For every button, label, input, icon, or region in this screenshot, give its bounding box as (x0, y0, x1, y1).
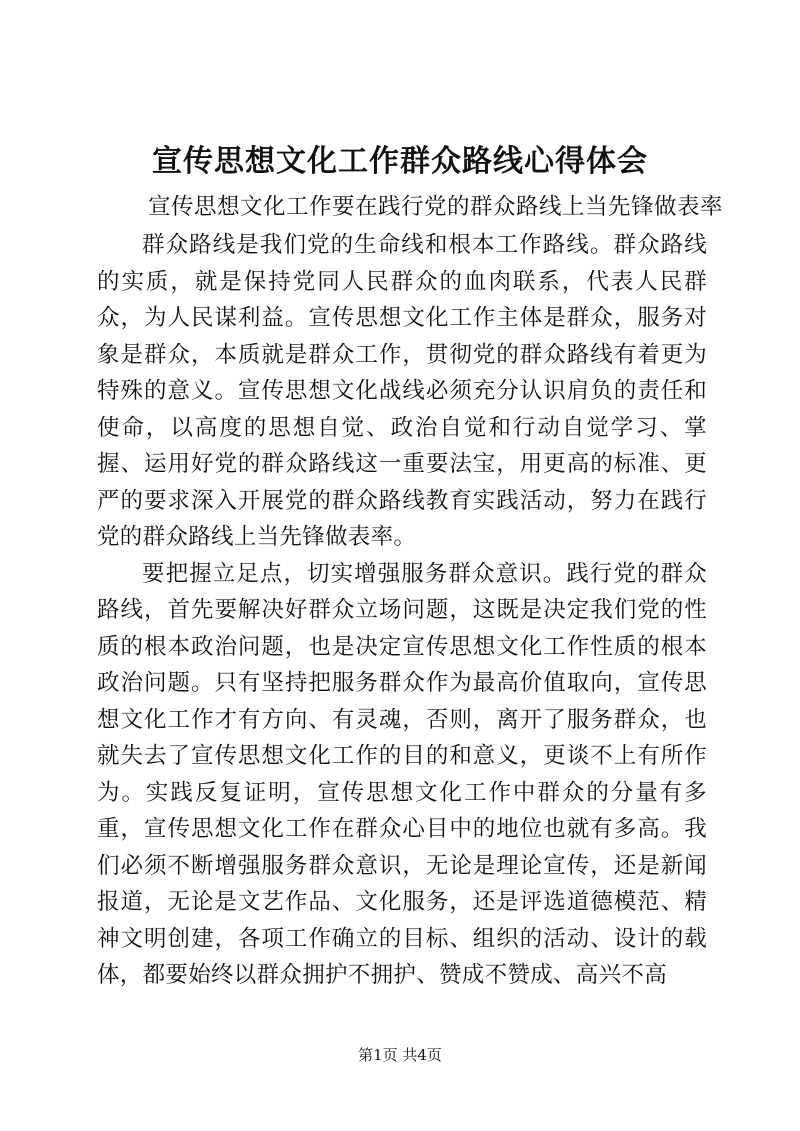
document-title: 宣传思想文化工作群众路线心得体会 (152, 144, 648, 179)
paragraph: 要把握立足点，切实增强服务群众意识。践行党的群众路线，首先要解决好群众立场问题，这既是决定我们党的性质的根本政治问题，也是决定宣传思想文化工作性质的根本政治问题。只有坚持把服务群众作为最高价值取向，宣传思想文化工作才有方向、有灵魂，否则，离开了服务群众，也就失去了宣传思想文化工作的目的和意义，更谈不上有所作为。实践反复证明，宣传思想文化工作中群众的分量有多重，宣传思想文化工作在群众心目中的地位也就有多高。我们必须不断增强服务群众意识，无论是理论宣传，还是新闻报道，无论是文艺作品、文化服务，还是评选道德模范、精神文明创建，各项工作确立的目标、组织的活动、设计的载体，都要始终以群众拥护不拥护、赞成不赞成、高兴不高 (97, 560, 707, 988)
page-number-footer: 第1页 共4页 (358, 1046, 442, 1064)
document-subtitle: 宣传思想文化工作要在践行党的群众路线上当先锋做表率 (148, 194, 724, 220)
paragraph: 群众路线是我们党的生命线和根本工作路线。群众路线的实质，就是保持党同人民群众的血肉联系，代表人民群众，为人民谋利益。宣传思想文化工作主体是群众，服务对象是群众，本质就是群众工作，贯彻党的群众路线有着更为特殊的意义。宣传思想文化战线必须充分认识肩负的责任和使命，以高度的思想自觉、政治自觉和行动自觉学习、掌握、运用好党的群众路线这一重要法宝，用更高的标准、更严的要求深入开展党的群众路线教育实践活动，努力在践行党的群众路线上当先锋做表率。 (97, 232, 707, 550)
document-body (97, 227, 707, 994)
